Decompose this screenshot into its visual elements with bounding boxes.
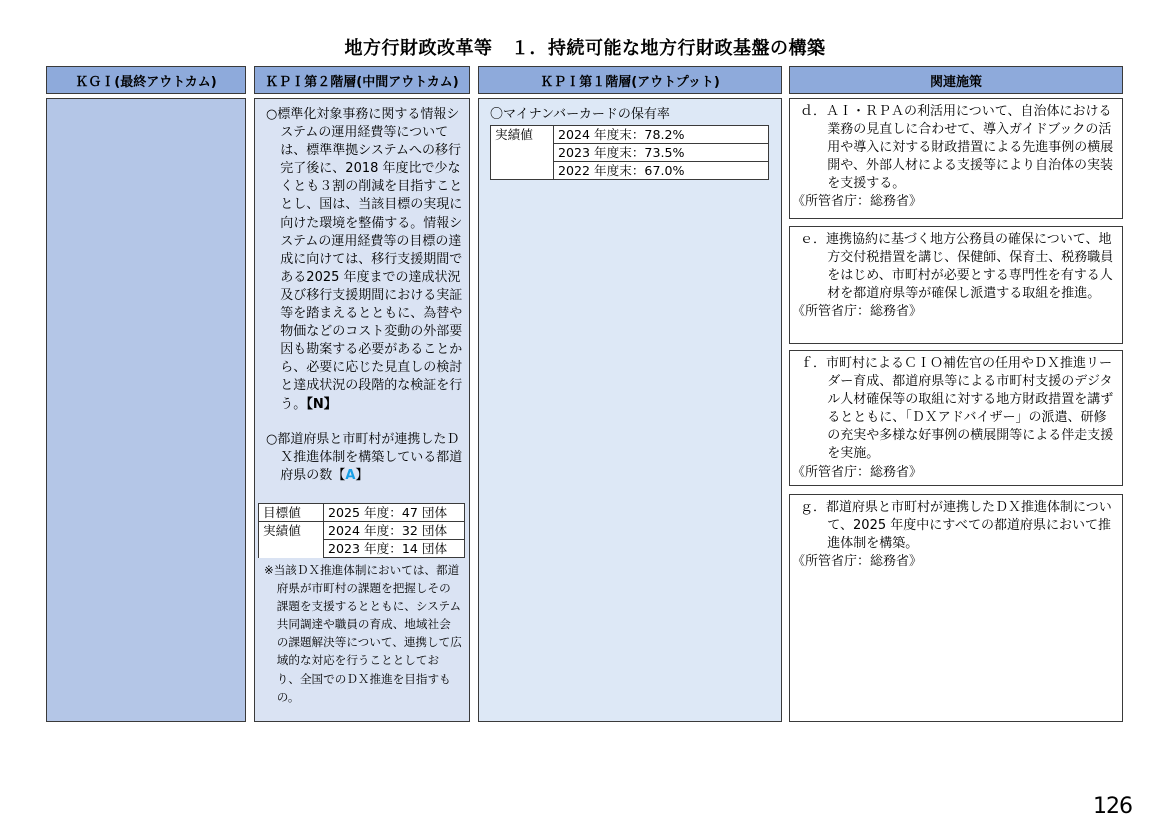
kpi2-tag-close: 】 (355, 467, 369, 483)
page-number: 126 (1093, 794, 1132, 819)
kpi2-paragraph-1 (266, 106, 464, 414)
target-value: 2025 年度：47 団体 (324, 504, 465, 522)
kpi2-note-block (264, 561, 462, 706)
kpi2-note: ※当該ＤＸ推進体制においては、都道府県が市町村の課題を把握しその課題を支援するとともに、システム共同調達や職員の育成、地域社会の課題解決等について、連携して広域的な対応を行うこととしており、全国でのＤＸ推進を目指すもの。 (264, 563, 462, 704)
measure-ministry: 《所管省庁：総務省》 (792, 554, 923, 570)
kpi2-tag-a: A (345, 467, 356, 483)
measure-d (789, 98, 1123, 219)
kpi2-tag-n: 【N】 (306, 396, 337, 412)
kpi2-tag-open: 【 (332, 467, 346, 483)
kpi1-value: 2024 年度末：78.2% (554, 126, 769, 144)
kpi1-value: 2023 年度末：73.5% (554, 144, 769, 162)
actual-value: 2023 年度：14 団体 (324, 540, 465, 558)
kpi1-value: 2022 年度末：67.0% (554, 162, 769, 180)
kpi2-paragraph-2-text: ○都道府県と市町村が連携したＤＸ推進体制を構築している都道府県の数 (266, 431, 463, 483)
measure-text: ｇ．都道府県と市町村が連携したＤＸ推進体制について、2025 年度中にすべての都道府県において推進体制を構築。 (800, 500, 1112, 552)
kpi2-value-table (258, 503, 465, 558)
table-row (259, 504, 465, 522)
measure-g (789, 494, 1123, 722)
measure-e (789, 226, 1123, 344)
measure-ministry: 《所管省庁：総務省》 (792, 464, 923, 480)
actual-value: 2024 年度：32 団体 (324, 522, 465, 540)
page-title: 地方行財政改革等 １．持続可能な地方行財政基盤の構築 (344, 38, 826, 59)
table-row (259, 522, 465, 540)
target-label: 目標値 (259, 504, 324, 522)
kgi-column (46, 98, 246, 722)
measure-text: ｆ．市町村によるＣＩＯ補佐官の任用やＤＸ推進リーダー育成、都道府県等による市町村支援のデジタル人材確保等の取組に対する地方財政措置を講ずるとともに、「ＤＸアドバイザー」の派遣、研修の充実や多様な好事例の横展開等による伴走支援を実施。 (800, 356, 1114, 462)
kpi2-paragraph-2 (266, 431, 464, 485)
header-measures: 関連施策 (789, 66, 1123, 94)
kpi1-column (478, 98, 782, 722)
header-kpi2: ＫＰＩ第２階層(中間アウトカム) (254, 66, 470, 94)
table-row (491, 126, 769, 144)
measure-text: ｄ．ＡＩ・ＲＰＡの利活用について、自治体における業務の見直しに合わせて、導入ガイドブックの活用や導入に対する財政措置による先進事例の横展開や、外部人材による支援等により自治体の実装を支援する。 (800, 104, 1114, 192)
kpi2-paragraph-1-text: ○標準化対象事務に関する情報システムの運用経費等については、標準準拠システムへの移行完了後に、2018 年度比で少なくとも３割の削減を目指すこととし、国は、当該目標の実現に向けた環境を整備する。情報システムの運用経費等の目標の達成に向けては、移行支援期間である2025 年度までの達成状況及び移行支援期間における実証等を踏まえるとともに、為替や物価などのコスト変動の外部要因も勘案する必要があることから、必要に応じた見直しの検討と達成状況の段階的な検証を行う。 (266, 107, 463, 412)
header-kgi: ＫＧＩ(最終アウトカム) (46, 66, 246, 94)
actual-label: 実績値 (259, 522, 324, 558)
header-kpi1: ＫＰＩ第１階層(アウトプット) (478, 66, 782, 94)
measure-ministry: 《所管省庁：総務省》 (792, 194, 923, 210)
kpi1-value-table (490, 125, 769, 180)
measure-text: ｅ．連携協約に基づく地方公務員の確保について、地方交付税措置を講じ、保健師、保育士、税務職員をはじめ、市町村が必要とする専門性を有する人材を都道府県等が確保し派遣する取組を推進。 (800, 232, 1114, 302)
measure-f (789, 350, 1123, 486)
kpi1-heading: 〇マイナンバーカードの保有率 (490, 107, 670, 122)
measure-ministry: 《所管省庁：総務省》 (792, 304, 923, 320)
kpi2-text-block (266, 106, 464, 485)
kpi1-actual-label: 実績値 (491, 126, 554, 180)
